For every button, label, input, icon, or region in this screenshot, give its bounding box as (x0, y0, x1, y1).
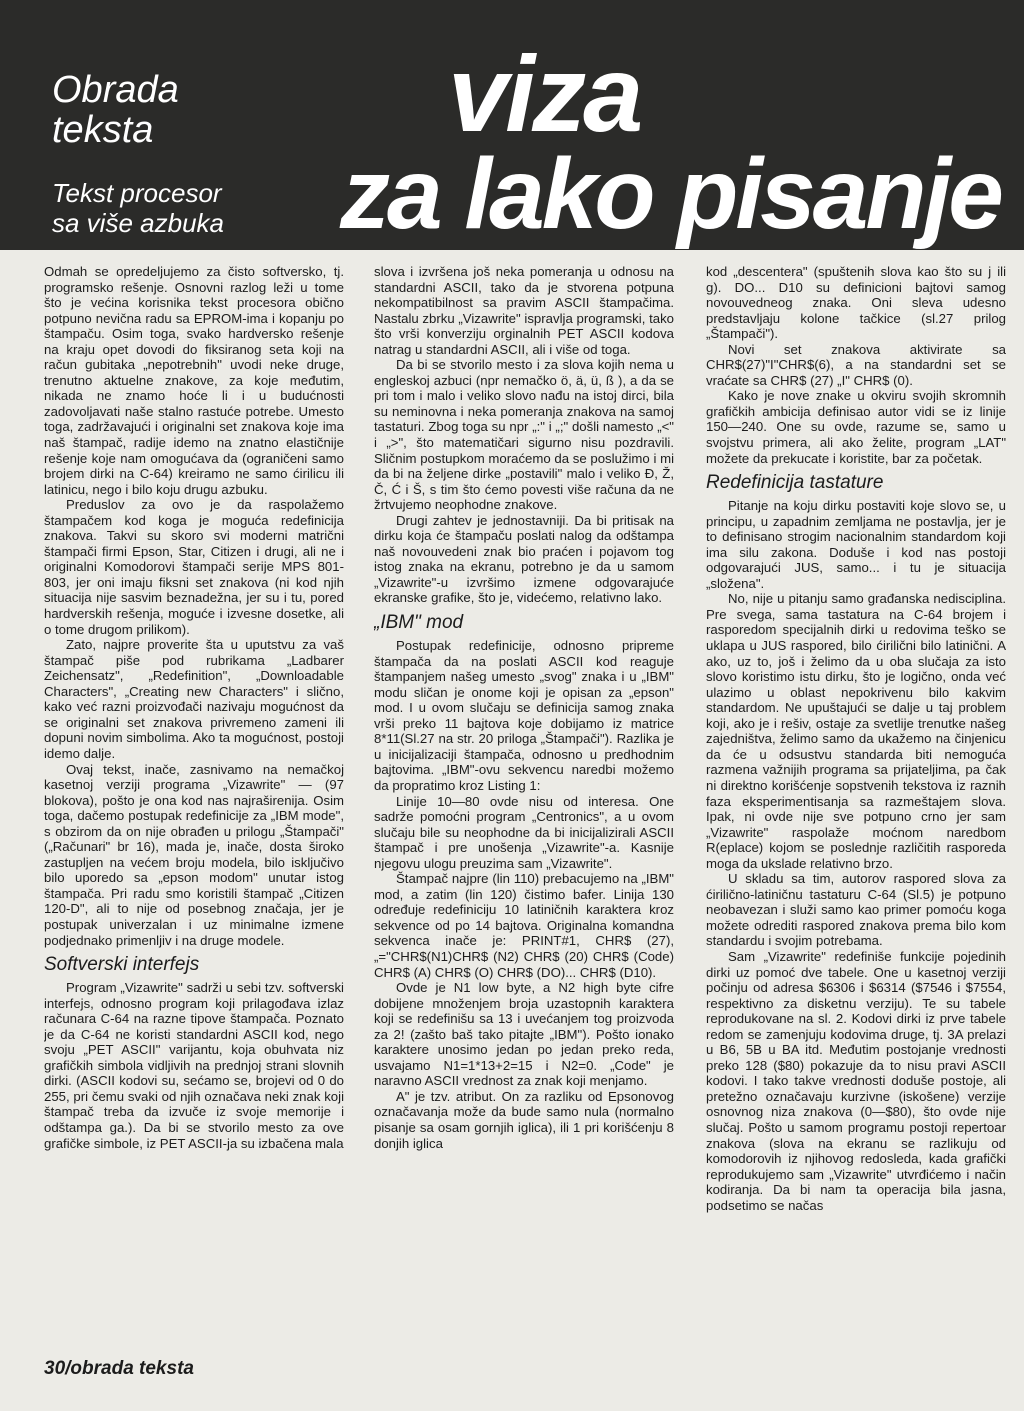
headline-line-2: za lako pisanje (340, 138, 1001, 250)
section-kicker (52, 70, 179, 150)
paragraph: Preduslov za ovo je da raspolažemo štampačem kod koga je moguća redefinicija znakova. Takvi su skoro svi moderni matrični štampači firmi Epson, Star, Citizen i drugi, ali ne i originalni Komodorovi štampači serije MPS 801-803, jer oni imaju fiksni set znakova (ni kod njih situacija nije sasvim beznadežna, jer su i tu, pored hardverskih rešenja, moguće i izvesne dosetke, ali o tome drugom prilikom). (44, 497, 344, 637)
section-subtitle (52, 178, 224, 238)
paragraph: A" je tzv. atribut. On za razliku od Epsonovog označavanja može da bude samo nula (normalno pisanje sa osam gornjih iglica), ili 1 pri korišćenju 8 donjih iglica (374, 1088, 674, 1151)
paragraph: Drugi zahtev je jednostavniji. Da bi pritisak na dirku koja će štampaču poslati nalog da odštampa naš novouvedeni znak bio praćen i pojavom tog istog znaka na ekranu, potrebno je da u samom „Vizawrite"-u izvršimo izmene odgovarajuće ekranske grafike, što je, videćemo, relativno lako. (374, 512, 674, 606)
paragraph: Program „Vizawrite" sadrži u sebi tzv. softverski interfejs, odnosno program koji prilagođava izlaz računara C-64 na razne tipove štampača. Poznato je da C-64 ne koristi standardni ASCII kod, nego svoju „PET ASCII" varijantu, koja obuhvata niz grafičkih simbola vidljivih na prednjoj strani slovnih dirki. (ASCII kodovi su, sećamo se, brojevi od 0 do 255, pri čemu svaki od njih označava neki znak koji štampač treba da izvuče iz svoje memorije i odštampa ga.). Da bi se stvorilo mesto za ove grafičke simbole, iz PET ASCII-ja su izbačena mala (44, 980, 344, 1151)
kicker-line-2: teksta (52, 109, 154, 151)
paragraph: Da bi se stvorilo mesto i za slova kojih nema u engleskoj azbuci (npr nemačko ö, ä, ü, ß ), a da se pri tom i malo i veliko slovo nađu na istoj dirci, bila su neminovna i neka pomeranja znakova na samoj tastaturi. Zbog toga su npr „:" i „;" došli namesto „<" i „>", što matematičari sigurno nisu pozdravili. Sličnim postupkom moraćemo da se poslužimo i mi da bi na željene dirke „postavili" malo i veliko Đ, Ž, Č, Ć i Š, s tim što ćemo povesti više računa da ne žrtvujemo neophodne znakove. (374, 357, 674, 513)
section-heading: Softverski interfejs (44, 954, 200, 976)
paragraph: Novi set znakova aktivirate sa CHR$(27)"I"CHR$(6), a na standardni set se vraćate sa CHR$ (27) „I" CHR$ (0). (706, 341, 1006, 388)
article-column-3 (706, 264, 1006, 1384)
kicker-line-1: Obrada (52, 69, 179, 111)
header-banner (0, 0, 1024, 250)
paragraph: Ovaj tekst, inače, zasnivamo na nemačkoj kasetnoj verziji programa „Vizawrite" — (97 blokova), pošto je ona kod nas najraširenija. Osim toga, dačemo postupak redefinicije za „IBM mode", s obzirom da on nije obrađen u prilogu „Štampači" („Računari" br 16), mada je, inače, dosta široko zastupljen na većem broju modela, bilo isključivo bilo uporedo sa „epson modom" unutar istog štampača. Pri radu smo koristili štampač „Citizen 120-D", ali to nije od posebnog značaja, jer je postupak univerzalan i uz minimalne izmene podjednako primenljiv i na druge modele. (44, 761, 344, 948)
paragraph: kod „descentera" (spuštenih slova kao što su j ili g). DO... D10 su definicioni bajtovi samog novouvedneog znaka. Oni sleva udesno predstavljaju kolone tačkice (sl.27 prilog „Štampači"). (706, 264, 1006, 342)
paragraph: U skladu sa tim, autorov raspored slova za ćirilično-latiničnu tastaturu C-64 (Sl.5) je potpuno neobavezan i služi samo kao primer pomoću koga možete odrediti raspored znakova prema bilo kom standardu i svojim potrebama. (706, 871, 1006, 949)
subtitle-line-1: Tekst procesor (52, 178, 222, 208)
paragraph: Ovde je N1 low byte, a N2 high byte cifre dobijene množenjem broja uzastopnih karaktera koji se redefinišu sa 13 i uvećanjem tog proizvoda za 2! (zašto baš tako pitajte „IBM"). Pošto ionako karaktere unosimo jedan po jedan preko reda, usvajamo N1=1*13+2=15 i N2=0. „Code" je naravno ASCII vrednost za znak koji menjamo. (374, 980, 674, 1089)
paragraph: Linije 10—80 ovde nisu od interesa. One sadrže pomoćni program „Centronics", a u ovom slučaju bile su neophodne da bi inicijalizirali ASCII štampač i pre unošenja „Vizawrite"-a. Kasnije njegovu ulogu preuzima sam „Vizawrite". (374, 793, 674, 871)
paragraph: Pitanje na koju dirku postaviti koje slovo se, u principu, u zapadnim zemljama ne postavlja, jer je to definisano strogim nacionalnim standardom koji ima silu zakona. Doduše i kod nas postoji odgovarajući JUS, samo... i tu je situacija „složena". (706, 498, 1006, 591)
article-column-2 (374, 264, 674, 1384)
section-heading: Redefinicija tastature (706, 472, 884, 494)
paragraph: Kako je nove znake u okviru svojih skromnih grafičkih ambicija definisao autor vidi se iz linije 150—240. One su ovde, razume se, samo u svojstvu primera, ali ako želite, program „LAT" možete da prekucate i koristite, bar za početak. (706, 388, 1006, 466)
page-footer-label: 30/obrada teksta (44, 1358, 194, 1379)
headline-line-1: viza (448, 33, 641, 154)
paragraph: Postupak redefinicije, odnosno pripreme štampača da na poslati ASCII kod reaguje štampanjem našeg umesto „svog" znaka i u „IBM" modu sličan je onome koji je opisan za „epson" mod. I u ovom slučaju se definicija samog znaka vrši preko 11 bajtova koje dobijamo iz matrice 8*11(Sl.27 na str. 20 priloga „Štampači"). Razlika je u inicijalizaciji štampača, odnosno u predhodnim bajtovima. „IBM"-ovu sekvencu naredbi možemo da propratimo kroz Listing 1: (374, 638, 674, 793)
article-column-1 (44, 264, 344, 1384)
paragraph: Odmah se opredeljujemo za čisto softversko, tj. programsko rešenje. Osnovni razlog leži u tome što je većina korisnika tekst procesora obično potpuno nevična radu sa EPROM-ima i kopanju po štampaču. Osim toga, svako hardversko rešenje na kraju opet dovodi do fiksiranog seta koji na račun gubitaka „nepotrebnih" uvodi neke druge, trenutno aktuelne znakove, za koje međutim, nikada ne znamo hoće li i u budućnosti zadovoljavati naše stalno rastuće potrebe. Umesto toga, zadržavajući i originalni set znakova koje ima naš štampač, radije idemo na znatno elastičnije rešenje koje nam omogućava da (ograničeni samo brojem dirki na C-64) kreiramo ne samo ćirilicu ili latinicu, nego i bilo koju drugu azbuku. (44, 264, 344, 497)
paragraph: Štampač najpre (lin 110) prebacujemo na „IBM" mod, a zatim (lin 120) čistimo bafer. Linija 130 određuje redefiniciju 10 latiničnih karaktera kroz sekvence od po 14 bajtova. Originalna komandna sekvenca inače je: PRINT#1, CHR$ (27),„="CHR$(N1)CHR$ (N2) CHR$ (20) CHR$ (Code) CHR$ (A) CHR$ (O) CHR$ (DO)... CHR$ (D10). (374, 871, 674, 980)
paragraph: Zato, najpre proverite šta u uputstvu za vaš štampač piše pod rubrikama „Ladbarer Zeichensatz", „Redefinition", „Downloadable Characters", „Creating new Characters" i slično, kako već razni proizvođači nazivaju mogućnost da se originalni set znakova privremeno zameni ili dopuni novim simbolima. Ako ta mogućnost, postoji idemo dalje. (44, 637, 344, 761)
section-heading: „IBM" mod (374, 612, 464, 634)
paragraph: Sam „Vizawrite" redefiniše funkcije pojedinih dirki uz pomoć dve tabele. One u kasetnoj verziji počinju od adresa $6306 i $6314 ($7546 i $7554, respektivno za disketnu verziju). Te su tabele reprodukovane na sl. 2. Kodovi dirki iz prve tabele redom se zamenjuju kodovima druge, tj. 3A prelazi u B6, 5B u BA itd. Međutim postojanje vrednosti preko 128 ($80) pokazuje da to nisu pravi ASCII kodovi. I tako takve vrednosti doduše postoje, ali pretežno označavaju kurzivne (iskošene) verzije osnovnog niza znakova (0—$80), što ovde nije slučaj. Pošto u samom programu postoji repertoar znakova (slova na ekranu se razlikuju od komodorovih iz njihovog redosleda, kada grafički reprodukujemo sam „Vizawrite" utvrđićemo i način kodiranja. Da bi nam ta operacija bila jasna, podsetimo se načas (706, 948, 1006, 1213)
paragraph: No, nije u pitanju samo građanska nedisciplina. Pre svega, sama tastatura na C-64 brojem i rasporedom specijalnih dirki u redovima teško se uklapa u JUS raspored, bilo ćirilični bilo latinični. A ako, uz to, još i želimo da u oba slučaja za isto slovo koristimo istu dirku, što je logično, onda već ulazimo u oblast nepokrivenu bilo kakvim standardom. Ne upuštajući se dalje u taj problem koji, ako je i rešiv, ostaje za svetlije trenutke našeg zajedništva, želimo samo da ukažemo na činjenicu da će u odsustvu standarda biti nemoguća razmena važnijih programa sa prijateljima, pa čak ni direktno korišćenje sopstvenih tekstova iz raznih faza eksperimentisanja sa razmeštajem slova. Ipak, ni ovde nije sve potpuno crno jer sam „Vizawrite" raspolaže moćnom naredbom R(eplace) kojom se poslednje različitih rasporeda moga da ukslade relativno brzo. (706, 591, 1006, 871)
paragraph: slova i izvršena još neka pomeranja u odnosu na standardni ASCII, tako da je stvorena potpuna nekompatibilnost sa pravim ASCII štampačima. Nastalu zbrku „Vizawrite" ispravlja programski, tako što vrši konverziju orginalnih PET ASCII kodova natrag u standardni ASCII, ali i više od toga. (374, 264, 674, 357)
subtitle-line-2: sa više azbuka (52, 208, 224, 238)
